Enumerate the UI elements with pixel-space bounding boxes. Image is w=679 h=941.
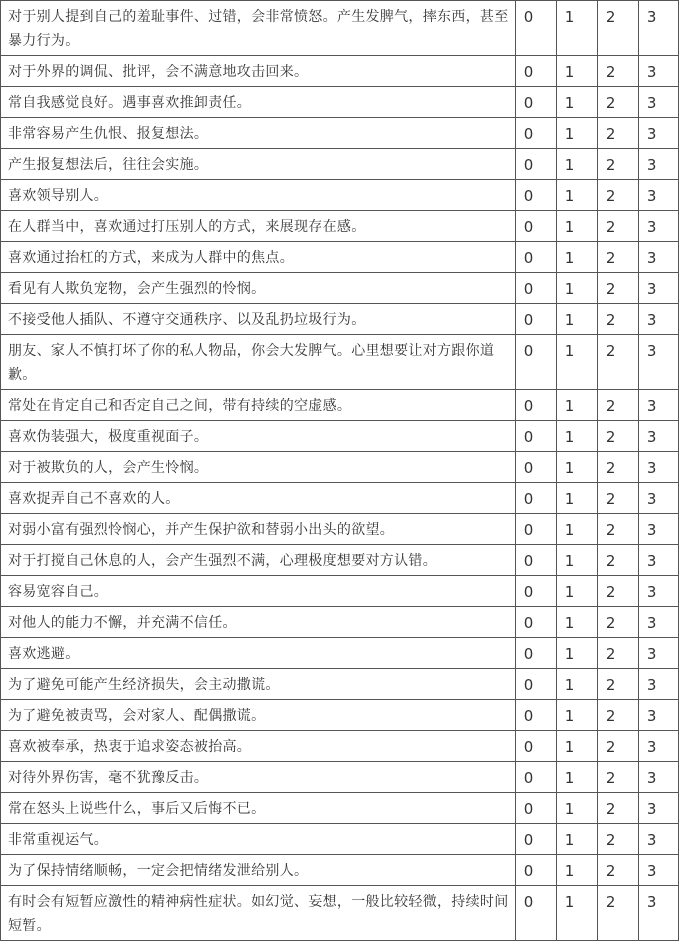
score-option-2[interactable]: 2 <box>597 149 638 180</box>
table-row <box>1 855 679 886</box>
score-option-1[interactable]: 1 <box>556 576 597 607</box>
score-option-1[interactable]: 1 <box>556 514 597 545</box>
score-option-2[interactable]: 2 <box>597 669 638 700</box>
score-option-3[interactable]: 3 <box>638 335 678 390</box>
score-option-2[interactable]: 2 <box>597 1 638 56</box>
score-option-1[interactable]: 1 <box>556 824 597 855</box>
score-option-3[interactable]: 3 <box>638 180 678 211</box>
score-option-3[interactable]: 3 <box>638 483 678 514</box>
score-option-0[interactable]: 0 <box>515 87 556 118</box>
score-option-3[interactable]: 3 <box>638 793 678 824</box>
score-option-2[interactable]: 2 <box>597 886 638 941</box>
question-cell: 容易宽容自己。 <box>1 576 516 607</box>
score-option-1[interactable]: 1 <box>556 56 597 87</box>
score-option-2[interactable]: 2 <box>597 793 638 824</box>
question-cell: 喜欢逃避。 <box>1 638 516 669</box>
question-cell: 非常重视运气。 <box>1 824 516 855</box>
score-option-2[interactable]: 2 <box>597 390 638 421</box>
table-row <box>1 824 679 855</box>
score-option-2[interactable]: 2 <box>597 638 638 669</box>
question-cell: 喜欢领导别人。 <box>1 180 516 211</box>
table-row <box>1 886 679 941</box>
score-option-0[interactable]: 0 <box>515 855 556 886</box>
score-option-0[interactable]: 0 <box>515 886 556 941</box>
question-cell: 为了保持情绪顺畅，一定会把情绪发泄给别人。 <box>1 855 516 886</box>
score-option-1[interactable]: 1 <box>556 335 597 390</box>
score-option-1[interactable]: 1 <box>556 638 597 669</box>
score-option-3[interactable]: 3 <box>638 421 678 452</box>
score-option-2[interactable]: 2 <box>597 607 638 638</box>
score-option-1[interactable]: 1 <box>556 607 597 638</box>
question-cell: 为了避免可能产生经济损失，会主动撒谎。 <box>1 669 516 700</box>
score-option-0[interactable]: 0 <box>515 242 556 273</box>
score-option-3[interactable]: 3 <box>638 886 678 941</box>
question-cell: 常处在肯定自己和否定自己之间，带有持续的空虚感。 <box>1 390 516 421</box>
score-option-2[interactable]: 2 <box>597 180 638 211</box>
score-option-0[interactable]: 0 <box>515 638 556 669</box>
score-option-3[interactable]: 3 <box>638 824 678 855</box>
score-option-1[interactable]: 1 <box>556 180 597 211</box>
score-option-0[interactable]: 0 <box>515 1 556 56</box>
score-option-2[interactable]: 2 <box>597 273 638 304</box>
score-option-0[interactable]: 0 <box>515 483 556 514</box>
score-option-0[interactable]: 0 <box>515 669 556 700</box>
table-row <box>1 514 679 545</box>
score-option-2[interactable]: 2 <box>597 335 638 390</box>
table-row <box>1 390 679 421</box>
table-row <box>1 700 679 731</box>
score-option-1[interactable]: 1 <box>556 483 597 514</box>
question-cell: 喜欢捉弄自己不喜欢的人。 <box>1 483 516 514</box>
score-option-1[interactable]: 1 <box>556 304 597 335</box>
table-row <box>1 273 679 304</box>
score-option-0[interactable]: 0 <box>515 149 556 180</box>
score-option-2[interactable]: 2 <box>597 56 638 87</box>
score-option-1[interactable]: 1 <box>556 452 597 483</box>
score-option-2[interactable]: 2 <box>597 824 638 855</box>
score-option-3[interactable]: 3 <box>638 1 678 56</box>
score-option-0[interactable]: 0 <box>515 452 556 483</box>
score-option-3[interactable]: 3 <box>638 576 678 607</box>
score-option-2[interactable]: 2 <box>597 545 638 576</box>
score-option-1[interactable]: 1 <box>556 731 597 762</box>
question-cell: 有时会有短暂应激性的精神病性症状。如幻觉、妄想，一般比较轻微，持续时间短暂。 <box>1 886 516 941</box>
question-cell: 看见有人欺负宠物，会产生强烈的怜悯。 <box>1 273 516 304</box>
score-option-1[interactable]: 1 <box>556 762 597 793</box>
table-row <box>1 87 679 118</box>
score-option-1[interactable]: 1 <box>556 793 597 824</box>
score-option-2[interactable]: 2 <box>597 700 638 731</box>
score-option-2[interactable]: 2 <box>597 731 638 762</box>
table-row <box>1 731 679 762</box>
score-option-2[interactable]: 2 <box>597 483 638 514</box>
table-row <box>1 1 679 56</box>
question-cell: 朋友、家人不慎打坏了你的私人物品，你会大发脾气。心里想要让对方跟你道歉。 <box>1 335 516 390</box>
score-option-3[interactable]: 3 <box>638 87 678 118</box>
table-row <box>1 149 679 180</box>
score-option-0[interactable]: 0 <box>515 607 556 638</box>
score-option-1[interactable]: 1 <box>556 669 597 700</box>
score-option-1[interactable]: 1 <box>556 421 597 452</box>
score-option-3[interactable]: 3 <box>638 762 678 793</box>
score-option-3[interactable]: 3 <box>638 669 678 700</box>
score-option-3[interactable]: 3 <box>638 638 678 669</box>
score-option-1[interactable]: 1 <box>556 855 597 886</box>
score-option-0[interactable]: 0 <box>515 545 556 576</box>
question-cell: 对于别人提到自己的羞耻事件、过错，会非常愤怒。产生发脾气，摔东西，甚至暴力行为。 <box>1 1 516 56</box>
table-row <box>1 638 679 669</box>
score-option-3[interactable]: 3 <box>638 304 678 335</box>
question-cell: 对于打搅自己休息的人，会产生强烈不满，心理极度想要对方认错。 <box>1 545 516 576</box>
score-option-1[interactable]: 1 <box>556 211 597 242</box>
score-option-2[interactable]: 2 <box>597 421 638 452</box>
question-cell: 为了避免被责骂，会对家人、配偶撒谎。 <box>1 700 516 731</box>
table-row <box>1 669 679 700</box>
question-cell: 喜欢通过抬杠的方式，来成为人群中的焦点。 <box>1 242 516 273</box>
score-option-0[interactable]: 0 <box>515 56 556 87</box>
question-cell: 非常容易产生仇恨、报复想法。 <box>1 118 516 149</box>
score-option-0[interactable]: 0 <box>515 731 556 762</box>
score-option-2[interactable]: 2 <box>597 304 638 335</box>
table-row <box>1 452 679 483</box>
score-option-0[interactable]: 0 <box>515 390 556 421</box>
score-option-1[interactable]: 1 <box>556 700 597 731</box>
score-option-0[interactable]: 0 <box>515 793 556 824</box>
score-option-3[interactable]: 3 <box>638 514 678 545</box>
score-option-1[interactable]: 1 <box>556 87 597 118</box>
score-option-1[interactable]: 1 <box>556 273 597 304</box>
question-cell: 在人群当中，喜欢通过打压别人的方式，来展现存在感。 <box>1 211 516 242</box>
question-cell: 产生报复想法后，往往会实施。 <box>1 149 516 180</box>
score-option-1[interactable]: 1 <box>556 149 597 180</box>
table-row <box>1 762 679 793</box>
score-option-2[interactable]: 2 <box>597 87 638 118</box>
score-option-3[interactable]: 3 <box>638 855 678 886</box>
score-option-1[interactable]: 1 <box>556 118 597 149</box>
table-row <box>1 335 679 390</box>
score-option-3[interactable]: 3 <box>638 273 678 304</box>
score-option-3[interactable]: 3 <box>638 545 678 576</box>
table-row <box>1 211 679 242</box>
score-option-1[interactable]: 1 <box>556 242 597 273</box>
score-option-2[interactable]: 2 <box>597 452 638 483</box>
score-option-0[interactable]: 0 <box>515 421 556 452</box>
score-option-3[interactable]: 3 <box>638 700 678 731</box>
score-option-0[interactable]: 0 <box>515 335 556 390</box>
question-cell: 对他人的能力不懈，并充满不信任。 <box>1 607 516 638</box>
score-option-0[interactable]: 0 <box>515 576 556 607</box>
question-cell: 常自我感觉良好。遇事喜欢推卸责任。 <box>1 87 516 118</box>
score-option-3[interactable]: 3 <box>638 118 678 149</box>
table-row <box>1 421 679 452</box>
score-option-1[interactable]: 1 <box>556 1 597 56</box>
question-cell: 对于外界的调侃、批评，会不满意地攻击回来。 <box>1 56 516 87</box>
questionnaire-body <box>1 1 679 941</box>
score-option-0[interactable]: 0 <box>515 211 556 242</box>
table-row <box>1 545 679 576</box>
score-option-1[interactable]: 1 <box>556 545 597 576</box>
question-cell: 对弱小富有强烈怜悯心，并产生保护欲和替弱小出头的欲望。 <box>1 514 516 545</box>
table-row <box>1 304 679 335</box>
question-cell: 对于被欺负的人，会产生怜悯。 <box>1 452 516 483</box>
table-row <box>1 242 679 273</box>
question-cell: 不接受他人插队、不遵守交通秩序、以及乱扔垃圾行为。 <box>1 304 516 335</box>
score-option-3[interactable]: 3 <box>638 56 678 87</box>
score-option-1[interactable]: 1 <box>556 886 597 941</box>
question-cell: 对待外界伤害，毫不犹豫反击。 <box>1 762 516 793</box>
score-option-3[interactable]: 3 <box>638 149 678 180</box>
score-option-2[interactable]: 2 <box>597 762 638 793</box>
table-row <box>1 180 679 211</box>
score-option-0[interactable]: 0 <box>515 824 556 855</box>
table-row <box>1 607 679 638</box>
score-option-1[interactable]: 1 <box>556 390 597 421</box>
score-option-0[interactable]: 0 <box>515 118 556 149</box>
score-option-3[interactable]: 3 <box>638 731 678 762</box>
score-option-2[interactable]: 2 <box>597 855 638 886</box>
score-option-0[interactable]: 0 <box>515 273 556 304</box>
table-row <box>1 118 679 149</box>
score-option-0[interactable]: 0 <box>515 514 556 545</box>
score-option-3[interactable]: 3 <box>638 242 678 273</box>
score-option-2[interactable]: 2 <box>597 242 638 273</box>
question-cell: 喜欢被奉承，热衷于追求姿态被抬高。 <box>1 731 516 762</box>
score-option-0[interactable]: 0 <box>515 180 556 211</box>
question-cell: 喜欢伪装强大，极度重视面子。 <box>1 421 516 452</box>
table-row <box>1 56 679 87</box>
score-option-3[interactable]: 3 <box>638 607 678 638</box>
score-option-2[interactable]: 2 <box>597 211 638 242</box>
score-option-3[interactable]: 3 <box>638 211 678 242</box>
score-option-3[interactable]: 3 <box>638 390 678 421</box>
score-option-2[interactable]: 2 <box>597 576 638 607</box>
score-option-2[interactable]: 2 <box>597 118 638 149</box>
question-cell: 常在怒头上说些什么，事后又后悔不已。 <box>1 793 516 824</box>
score-option-2[interactable]: 2 <box>597 514 638 545</box>
score-option-0[interactable]: 0 <box>515 762 556 793</box>
score-option-0[interactable]: 0 <box>515 700 556 731</box>
table-row <box>1 576 679 607</box>
table-row <box>1 483 679 514</box>
score-option-3[interactable]: 3 <box>638 452 678 483</box>
table-row <box>1 793 679 824</box>
score-option-0[interactable]: 0 <box>515 304 556 335</box>
